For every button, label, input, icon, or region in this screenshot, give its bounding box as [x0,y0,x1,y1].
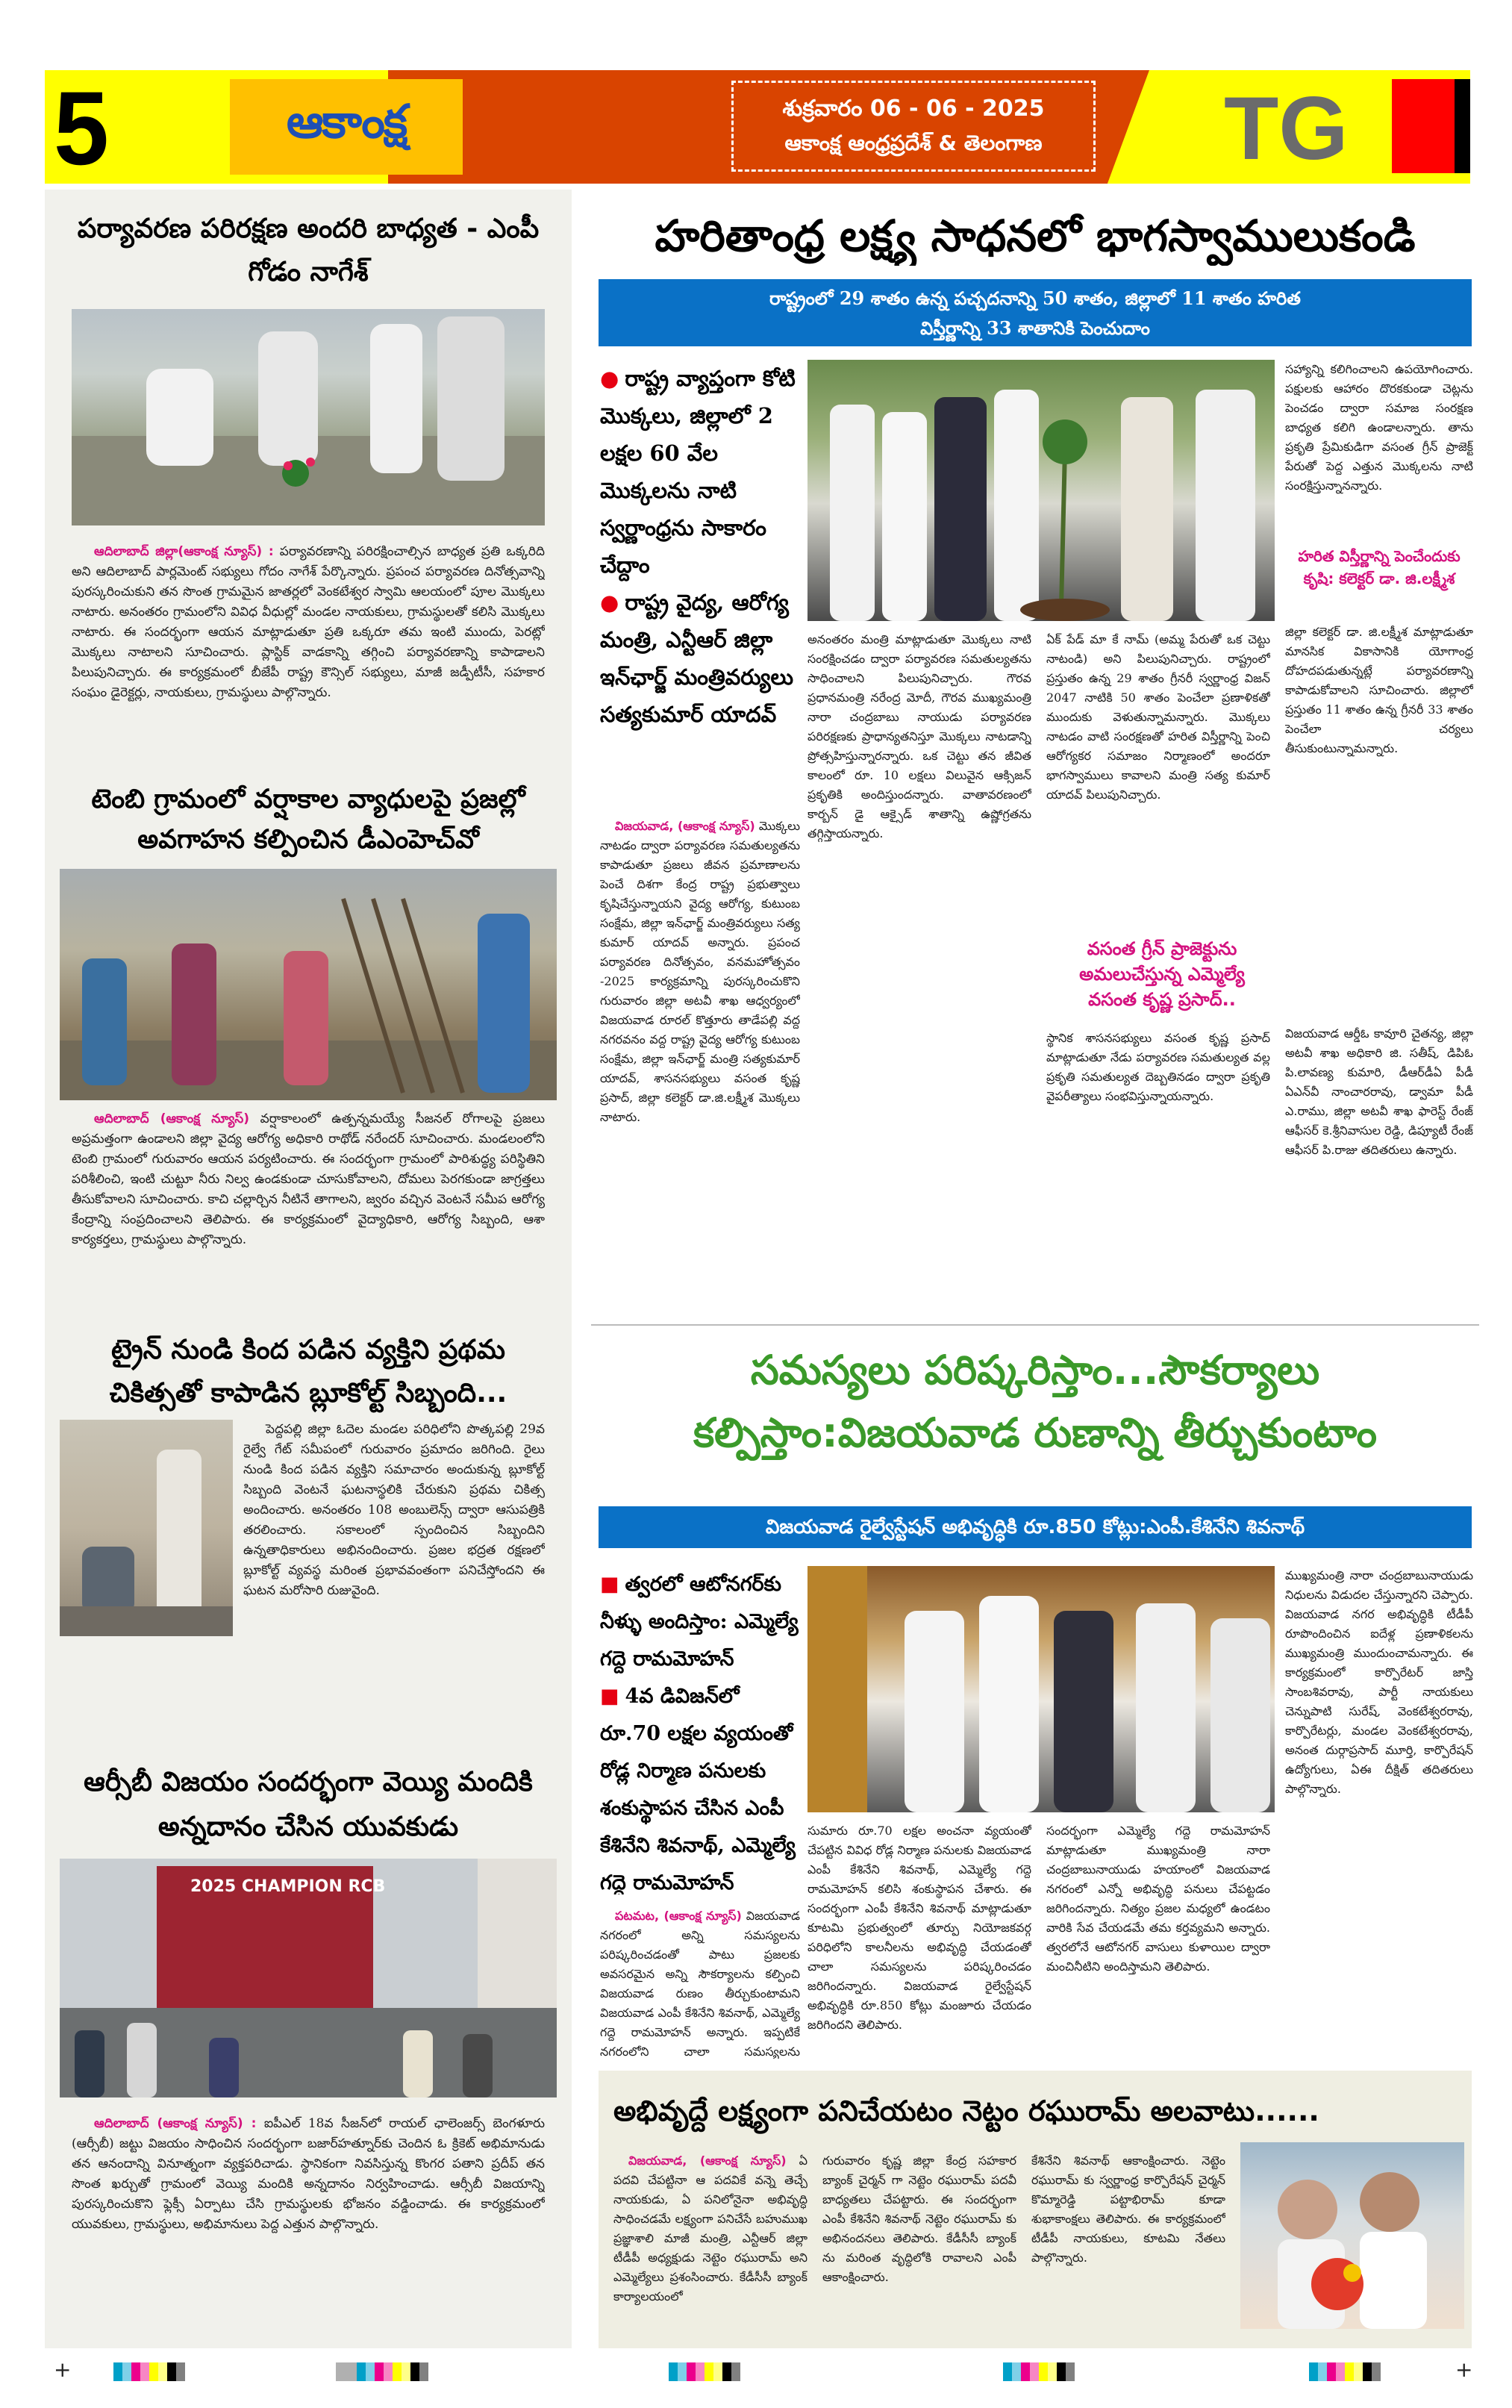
article-headline: పర్యావరణ పరిరక్షణ అందరి బాధ్యత - ఎంపీ గోడం నాగేశ్ [77,213,540,287]
story-body-col1 [600,1906,800,2059]
page-number: 5 [53,69,109,187]
article-body [72,542,545,766]
story-text: సుమారు రూ.70 లక్షల అంచనా వ్యయంతో చేపట్టిన వివిధ రోడ్ల నిర్మాణ పనులకు విజయవాడ ఎంపీ కేశినేని శివనాథ్, ఎమ్మెల్యే గద్దె రామమోహన్ కలిసి శంకుస్థాపన చేశారు. ఈ సందర్భంగా ఎంపీ కేశినేని శివనాథ్ మాట్లాడుతూ కూటమి ప్రభుత్వంలో తూర్పు నియోజకవర్గ పరిధిలోని కాలనీలను అభివృద్ధి చేయడంతో చాలా సమస్యలను పరిష్కరించడం జరిగిందన్నారు. విజయవాడ రైల్వేస్టేషన్ అభివృద్ధికి రూ.850 కోట్లు మంజూరు చేయడం జరిగిందని తెలిపారు. [807,1824,1031,2032]
article-dateline: ఆదిలాబాద్ (ఆకాంక్ష న్యూస్) : [94,2116,257,2131]
story-photo [807,1566,1275,1812]
story-text: విజయవాడ నగరంలో అన్ని సమస్యలను పరిష్కరించడంతో పాటు ప్రజలకు అవసరమైన అన్ని సౌకర్యాలను కల్పించి విజయవాడ రుణం తీర్చుకుంటామని విజయవాడ ఎంపీ కేశినేని శివనాథ్, ఎమ్మెల్యే గద్దె రామమోహన్ అన్నారు. ఇప్పటికే నగరంలోని చాలా సమస్యలను [600,1909,800,2059]
story-text: కేశినేని శివనాథ్ ఆకాంక్షించారు. నెట్టెం రఘురామ్ కు స్వర్ణాంధ్ర కార్పొరేషన్ చైర్మన్ కొమ్మారెడ్డి పట్టాభిరామ్ కూడా శుభాకాంక్షలు తెలిపారు. ఈ కార్యక్రమంలో టీడీపీ నాయకులు, కూటమి నేతలు పాల్గొన్నారు. [1031,2153,1225,2265]
region-code: TG [1224,78,1349,178]
story-body-col1 [600,817,800,1312]
story-text: ముఖ్యమంత్రి నారా చంద్రబాబునాయుడు నిధులను విడుదల చేస్తున్నారని చెప్పారు. విజయవాడ నగర అభివృద్ధికి టీడీపీ రూపొందించిన ఐదేళ్ల ప్రణాళికలను ముఖ్యమంత్రి ముందుంచామన్నారు. ఈ కార్యక్రమంలో కార్పొరేటర్ జాస్తి సాంబశివరావు, పార్టీ నాయకులు చెన్నుపాటి సురేష్, వెంకటేశ్వరరావు, కార్పొరేటర్లు, మండల వెంకటేశ్వరరావు, అనంత దుర్గాప్రసాద్ మూర్తి, కార్పొరేషన్ ఉద్యోగులు, ఏఈ దీక్షిత్ తదితరులు పాల్గొన్నారు. [1285,1568,1473,1796]
article-text: పర్యావరణాన్ని పరిరక్షించాల్సిన బాధ్యత ప్రతి ఒక్కరిది అని ఆదిలాబాద్ పార్లమెంట్ సభ్యులు గోదం నాగేశ్ పేర్కొన్నారు. ప్రపంచ పర్యావరణ దినోత్సవాన్ని పురస్కరించుకుని తన సొంత గ్రామమైన జాతర్లలో వెంకటేశ్వర స్వామి ఆలయంలో పూల మొక్కలు నాటారు. అనంతరం గ్రామంలోని వివిధ వీధుల్లో మండల నాయకులు, గ్రామస్థులతో కలిసి మొక్కలు నాటారు. ఈ సందర్భంగా ఆయన మాట్లాడుతూ ప్రతి ఒక్కరూ తమ ఇంటి ముందు, పెరట్లో మొక్కలు నాటాలని సూచించారు. ప్లాస్టిక్ వాడకాన్ని తగ్గించి పర్యావరణాన్ని కాపాడాలని పిలుపునిచ్చారు. ఈ కార్యక్రమంలో బీజేపీ రాష్ట్ర కౌన్సిల్ సభ్యులు, మాజీ జడ్పీటీసీ, సహకార సంఘం డైరెక్టర్లు, నాయకులు, గ్రామస్థులు పాల్గొన్నారు. [72,544,545,700]
story-bullets [600,360,802,808]
story-text: విజయవాడ ఆర్డీఓ కావూరి చైతన్య, జిల్లా అటవీ శాఖ అధికారి జి. సతీష్, డిపిఓ పి.లావణ్య కుమారి, డీఆర్‌డీఏ పీడీ ఏఎన్‌వీ నాంచారరావు, డ్వామా పీడీ ఎ.రాము, జిల్లా అటవీ శాఖ ఫారెస్ట్ రేంజ్ ఆఫీసర్ కె.శ్రీనివాసుల రెడ్డి, డిప్యూటీ రేంజ్ ఆఫీసర్ పి.రాజు తదితరులు ఉన్నారు. [1285,1026,1473,1157]
story-body-col2 [822,2151,1016,2345]
story-text: ఏక్ పేడ్ మా కే నామ్ (అమ్మ పేరుతో ఒక చెట్టు నాటండి) అని పిలుపునిచ్చారు. రాష్ట్రంలో ప్రస్తుతం ఉన్న 29 శాతం గ్రీనరీ స్వర్ణాంధ్ర విజన్ 2047 నాటికి 50 శాతం పెంచేలా ప్రణాళికతో ముందుకు వెళుతున్నామన్నారు. మొక్కలు నాటడం వాటి సంరక్షణతో హరిత విస్తీర్ణాన్ని పెంచి ఆరోగ్యకర సమాజం నిర్మాణంలో అందరూ భాగస్వాములు కావాలని మంత్రి సత్య కుమార్ యాదవ్ పిలుపునిచ్చారు. [1046,632,1270,802]
bullet-item: ● రాష్ట్ర వైద్య, ఆరోగ్య మంత్రి, ఎన్టీఆర్ జిల్లా ఇన్‌ఛార్జ్ మంత్రివర్యులు సత్యకుమార్ యాదవ్ [600,584,802,733]
right-column [591,190,1479,2348]
color-bar [1003,2362,1075,2381]
article-headline: టెంబి గ్రామంలో వర్షాకాల వ్యాధులపై ప్రజల్లో అవగాహన కల్పించిన డీఎంహెచ్‌వో [91,785,525,855]
article-dateline: ఆదిలాబాద్ జిల్లా(ఆకాంక్ష న్యూస్) : [94,544,274,559]
story-subhead-collector: హరిత విస్తీర్ణాన్ని పెంచేందుకు కృషి: కలెక్టర్ డా. జి.లక్ష్మీశ [1298,547,1461,587]
story-body-col2 [807,1821,1031,2059]
story-body-col3b [1046,1029,1270,1309]
article-photo [60,1420,233,1636]
story-dateline: విజయవాడ, (ఆకాంక్ష న్యూస్) [628,2153,787,2168]
newspaper-logo [230,79,463,175]
story-text: అనంతరం మంత్రి మాట్లాడుతూ మొక్కలు నాటి సంరక్షించడం ద్వారా పర్యావరణ సమతుల్యతను సాధించాలని పిలుపునిచ్చారు. గౌరవ ప్రధానమంత్రి నరేంద్ర మోదీ, గౌరవ ముఖ్యమంత్రి నారా చంద్రబాబు నాయుడు పర్యావరణ పరిరక్షణకు ప్రాధాన్యతనిస్తూ మొక్కలు నాటడాన్ని ప్రోత్సహిస్తున్నారన్నారు. ఒక చెట్టు తన జీవిత కాలంలో రూ. 10 లక్షలు విలువైన ఆక్సిజన్ ప్రకృతికి అందిస్తుందన్నారు. వాతావరణంలో కార్బన్ డై ఆక్సైడ్ శాతాన్ని ఉష్ణోగ్రతను తగ్గిస్తాయన్నారు. [807,632,1031,840]
registration-mark-icon: + [1455,2357,1473,2382]
story-body-col3 [1046,630,1270,921]
bullet-item: ● రాష్ట్ర వ్యాప్తంగా కోటి మొక్కలు, జిల్లాలో 2 లక్షల 60 వేల మొక్కలను నాటి స్వర్ణాంధ్రను సాకారం చేద్దాం [600,360,802,584]
story-subheadline: రాష్ట్రంలో 29 శాతం ఉన్న పచ్చదనాన్ని 50 శాతం, జిల్లాలో 11 శాతం హరిత విస్తీర్ణాన్ని 33 శాతానికి పెంచుదాం [769,287,1301,339]
article-body [72,1109,545,1311]
story-body-col1 [613,2151,807,2345]
story-attendees [1285,1024,1473,1309]
story-text: మొక్కలు నాటడం ద్వారా పర్యావరణ సమతుల్యతను కాపాడుతూ ప్రజలు జీవన ప్రమాణాలను పెంచే దిశగా కేంద్ర రాష్ట్ర ప్రభుత్వాలు కృషిచేస్తున్నాయని వైద్య ఆరోగ్య, కుటుంబ సంక్షేమ, జిల్లా ఇన్‌ఛార్జ్ మంత్రివర్యులు సత్య కుమార్ యాదవ్ అన్నారు. ప్రపంచ పర్యావరణ దినోత్సవం, వనమహోత్సవం -2025 కార్యక్రమాన్ని పురస్కరించుకొని గురువారం జిల్లా అటవీ శాఖ ఆధ్వర్యంలో విజయవాడ రూరల్ కొత్తూరు తాడేపల్లి వద్ద నగరవనం వద్ద రాష్ట్ర వైద్య ఆరోగ్య కుటుంబ సంక్షేమ, జిల్లా ఇన్‌ఛార్జ్ మంత్రి సత్యకుమార్ యాదవ్, శాసనసభ్యులు వసంత కృష్ణ ప్రసాద్, జిల్లా కలెక్టర్ డా.జి.లక్ష్మీశ మొక్కలు నాటారు. [600,819,800,1124]
article-dateline: ఆదిలాబాద్ (ఆకాంక్ష న్యూస్) [94,1111,249,1126]
issue-date: శుక్రవారం 06 - 06 - 2025 [782,96,1045,122]
rcb-banner-text: 2025 CHAMPION RCB [190,1877,386,1896]
article-body [72,2114,545,2338]
article-headline: ఆర్సీబీ విజయం సందర్భంగా వెయ్యి మందికి అన్నదానం చేసిన యువకుడు [84,1767,533,1842]
story-subheadline-bar [599,1506,1472,1548]
article-photo [72,309,545,525]
article-text: ఐపీఎల్ 18వ సీజన్‌లో రాయల్ ఛాలెంజర్స్ బెంగళూరు (ఆర్సీబీ) జట్టు విజయం సాధించిన సందర్భంగా బజార్‌హత్నూర్‌కు చెందిన ఓ క్రికెట్ అభిమానుడు తన ఆనందాన్ని వినూత్నంగా వ్యక్తపరిచాడు. స్థానికంగా నివసిస్తున్న కొంగర పతాని ప్రదీప్ తన సొంత ఖర్చుతో గ్రామంలో వెయ్యి మందికి అన్నదానం నిర్వహించాడు. ఆర్సీబీ విజయాన్ని పురస్కరించుకొని ఫ్లెక్సీ ఏర్పాటు చేసి గ్రామస్థులకు భోజనం వడ్డించాడు. ఈ కార్యక్రమంలో యువకులు, గ్రామస్థులు, అభిమానులు పెద్ద ఎత్తున పాల్గొన్నారు. [72,2116,545,2232]
story-dateline: విజయవాడ, (ఆకాంక్ష న్యూస్) [615,819,755,833]
registration-mark-icon: + [54,2357,72,2382]
story-body-col4a [1285,360,1473,534]
story-headline: హరితాంధ్ర లక్ష్య సాధనలో భాగస్వాములుకండి [655,210,1416,261]
story-body-col3 [1031,2151,1225,2345]
photo-illustration [1240,2142,1464,2329]
story-headline: అభివృద్దే లక్ష్యంగా పనిచేయటం నెట్టం రఘురామ్ అలవాటు...... [613,2094,1319,2127]
story-body-col4 [1285,1566,1473,2059]
date-box [731,81,1096,172]
photo-illustration [60,1859,557,2097]
article-text: పెద్దపల్లి జిల్లా ఓదెల మండల పరిధిలోని పొత్కపల్లి 29వ రైల్వే గేట్ సమీపంలో గురువారం ప్రమాదం జరిగింది. రైలు నుండి కింద పడిన వ్యక్తిని సమాచారం అందుకున్న బ్లూకోల్ట్ సిబ్బంది వెంటనే ఘటనాస్థలికి చేరుకుని ప్రథమ చికిత్స అందించారు. అనంతరం 108 అంబులెన్స్ ద్వారా ఆసుపత్రికి తరలించారు. సకాలంలో స్పందించిన సిబ్బందిని ఉన్నతాధికారులు అభినందించారు. ప్రజల భద్రత రక్షణలో బ్లూకోల్ట్ వ్యవస్థ మరింత ప్రభావవంతంగా పనిచేస్తోందని ఈ ఘటన మరోసారి రుజువైంది. [243,1422,545,1598]
bullet-item: ■ త్వరలో ఆటోనగర్‌కు నీళ్ళు అందిస్తాం: ఎమ్మెల్యే గద్దె రామమోహన్ [600,1566,802,1678]
story-subhead-vasantha: వసంత గ్రీన్ ప్రాజెక్టును అమలుచేస్తున్న ఎమ్మెల్యే వసంత కృష్ణ ప్రసాద్.. [1079,938,1245,1010]
left-column [45,190,572,2348]
edition-name: ఆకాంక్ష ఆంధ్రప్రదేశ్ & తెలంగాణ [784,131,1043,155]
story-photo [1240,2142,1464,2329]
color-bar [669,2362,740,2381]
story-text: సహ్యాన్ని కలిగించాలని ఉపయోగించారు. పక్షులకు ఆహారం దొరకకుండా చెట్లను పెంచడం ద్వారా సమాజ సంరక్షణ బాధ్యత కలిగి ఉండాలన్నారు. తాను ప్రకృతి ప్రేమికుడిగా వసంత గ్రీన్ ప్రాజెక్ట్ పేరుతో పెద్ద ఎత్తున మొక్కలను నాటి సంరక్షిస్తున్నానన్నారు. [1285,362,1473,493]
bullet-item: ■ 4వ డివిజన్‌లో రూ.70 లక్షల వ్యయంతో రోడ్ల నిర్మాణ పనులకు శంకుస్థాపన చేసిన ఎంపీ కేశినేని శివనాథ్, ఎమ్మెల్యే గద్దె రామమోహన్ [600,1678,802,1894]
article-body [243,1420,545,1742]
photo-illustration [807,360,1275,621]
section-divider [591,1324,1479,1326]
color-bar [113,2362,185,2381]
story-body-col3 [1046,1821,1270,2059]
story-subheadline-bar [599,279,1472,346]
article-photo [60,1859,557,2097]
story-body-col2 [807,630,1031,1309]
story-raghuram [599,2071,1472,2348]
story-text: స్థానిక శాసనసభ్యులు వసంత కృష్ణ ప్రసాద్ మాట్లాడుతూ నేడు పర్యావరణ సమతుల్యత వల్ల ప్రకృతి సమతుల్యత దెబ్బతినడం ద్వారా ప్రకృతి వైపరీత్యాలు సంభవిస్తున్నాయన్నారు. [1046,1031,1270,1103]
story-headline: సమస్యలు పరిష్కరిస్తాం...సౌకర్యాలు కల్పిస్తాం:విజయవాడ రుణాన్ని తీర్చుకుంటాం [693,1347,1377,1456]
color-bar [336,2362,428,2381]
logo-text: ఆకాంక్ష [286,94,407,149]
article-photo [60,869,557,1100]
photo-illustration [807,1566,1275,1812]
story-dateline: పటమట, (ఆకాంక్ష న్యూస్) [615,1909,742,1923]
story-subheadline: విజయవాడ రైల్వేస్టేషన్ అభివృద్ధికి రూ.850 కోట్లు:ఎంపీ.కేశినేని శివనాథ్ [765,1516,1305,1538]
story-text: జిల్లా కలెక్టర్ డా. జి.లక్ష్మీశ మాట్లాడుతూ మానసిక వికాసానికి యోగాంధ్ర దోహదపడుతున్నట్లే పర్యావరణాన్ని కాపాడుకోవాలని సూచించారు. జిల్లాలో ప్రస్తుతం 11 శాతం ఉన్న గ్రీనరీ 33 శాతం పెంచేలా చర్యలు తీసుకుంటున్నామన్నారు. [1285,625,1473,755]
photo-illustration [60,869,557,1100]
story-bullets [600,1566,802,1894]
article-headline: ట్రైన్ నుండి కింద పడిన వ్యక్తిని ప్రథమ చికిత్సతో కాపాడిన బ్లూకోల్ట్ సిబ్బంది... [109,1335,507,1409]
photo-illustration [60,1420,233,1636]
article-text: వర్షాకాలంలో ఉత్పన్నమయ్యే సీజనల్ రోగాలపై ప్రజలు అప్రమత్తంగా ఉండాలని జిల్లా వైద్య ఆరోగ్య అధికారి రాథోడ్ నరేందర్ సూచించారు. మండలంలోని టెంబి గ్రామంలో గురువారం ఆయన పర్యటించారు. ఈ సందర్భంగా గ్రామంలో పారిశుద్ధ్య పరిస్థితిని పరిశీలించి, ఇంటి చుట్టూ నీరు నిల్వ ఉండకుండా చూసుకోవాలని, దోమలు పెరగకుండా జాగ్రత్తలు తీసుకోవాలని సూచించారు. కాచి చల్లార్చిన నీటినే తాగాలని, జ్వరం వచ్చిన వెంటనే సమీప ఆరోగ్య కేంద్రాన్ని సంప్రదించాలని తెలిపారు. ఈ కార్యక్రమంలో వైద్యాధికారి, ఆరోగ్య సిబ్బంది, ఆశా కార్యకర్తలు, గ్రామస్థులు పాల్గొన్నారు. [72,1111,545,1247]
color-bar [1309,2362,1381,2381]
story-text: సందర్భంగా ఎమ్మెల్యే గద్దె రామమోహన్ మాట్లాడుతూ ముఖ్యమంత్రి నారా చంద్రబాబునాయుడు హయాంలో విజయవాడ నగరంలో ఎన్నో అభివృద్ధి పనులు చేపట్టడం జరిగిందన్నారు. నిత్యం ప్రజల మధ్యలో ఉండటం వారికి సేవ చేయడమే తమ కర్తవ్యమని అన్నారు. త్వరలోనే ఆటోనగర్ వాసులు కుళాయిల ద్వారా మంచినీటిని అందిస్తామని తెలిపారు. [1046,1824,1270,1974]
story-body-col4b [1285,623,1473,1011]
story-text: ఏ పదవి చేపట్టినా ఆ పదవికే వన్నె తెచ్చే నాయకుడు, ఏ పనిలోనైనా అభివృద్ధి సాధించడమే లక్ష్యంగా పనిచేసే బహుముఖ ప్రజ్ఞాశాలి మాజీ మంత్రి, ఎన్టీఆర్ జిల్లా టీడీపీ అధ్యక్షుడు నెట్టెం రఘురామ్ అని ఎమ్మెల్యేలు ప్రశంసించారు. కేడీసీసీ బ్యాంక్ కార్యాలయంలో [613,2153,807,2303]
color-flag-icon [1392,79,1470,173]
story-text: గురువారం కృష్ణ జిల్లా కేంద్ర సహకార బ్యాంక్ చైర్మన్ గా నెట్టెం రఘురామ్ పదవీ బాధ్యతలు చేపట్టారు. ఈ సందర్భంగా ఎంపీ కేశినేని శివనాథ్ నెట్టెం రఘురామ్ కు అభినందనలు తెలిపారు. కేడీసీసీ బ్యాంక్ ను మరింత వృద్ధిలోకి రావాలని ఎంపీ ఆకాంక్షించారు. [822,2153,1016,2284]
masthead [45,69,1512,187]
story-photo [807,360,1275,621]
photo-illustration [72,309,545,525]
